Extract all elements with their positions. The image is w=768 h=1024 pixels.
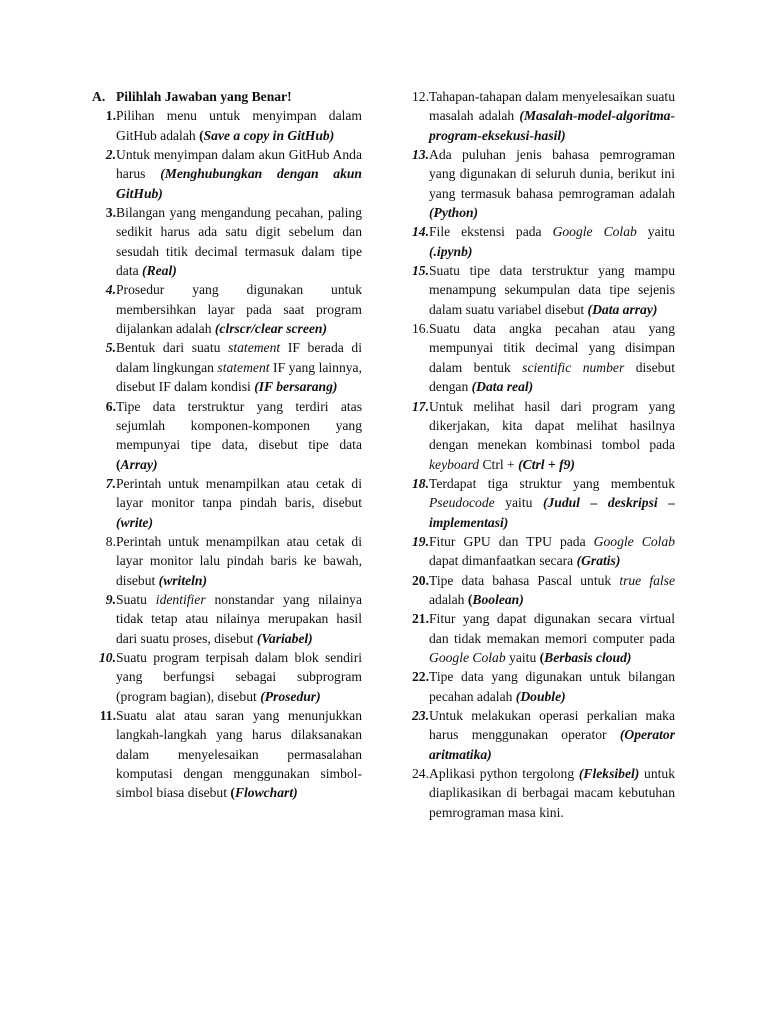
answer-text: (Judul – deskripsi – implementasi) (429, 495, 675, 530)
question-number: 18. (412, 475, 429, 491)
question-segment: true false (619, 572, 675, 588)
question-text (116, 280, 362, 338)
question-number: 17. (412, 398, 429, 414)
question-number: 2. (105, 147, 116, 163)
question-segment: Pseudocode (429, 495, 495, 511)
question-number: 5. (105, 340, 116, 356)
question-segment: nonstandar yang nilainya tidak tetap atau nilainya merupakan hasil dari suatu proses, disebut (116, 591, 362, 646)
question-text (116, 106, 362, 145)
question-item (92, 706, 362, 803)
answer-text: (Double) (515, 688, 566, 704)
question-number: 20. (412, 572, 429, 588)
question-number: 22. (412, 669, 429, 685)
answer-text: (Python) (429, 205, 479, 221)
question-segment: Tipe data bahasa Pascal untuk (429, 572, 620, 588)
answer-text: (Data array) (587, 301, 658, 317)
question-number: 6. (105, 398, 116, 414)
question-text (116, 338, 362, 396)
question-item (92, 106, 362, 145)
question-number: 13. (412, 147, 429, 163)
question-segment: Bilangan yang mengandung pecahan, paling sedikit harus ada satu digit sebelum dan sesudah titik decimal termasuk dalam tipe data (116, 205, 362, 279)
question-item (405, 706, 675, 764)
question-text (116, 590, 362, 648)
answer-text: (.ipynb) (429, 243, 473, 259)
question-item (405, 222, 675, 261)
question-item (405, 87, 675, 145)
question-segment: Suatu tipe data terstruktur yang mampu menampung sekumpulan data tipe sejenis dalam suatu variabel disebut (429, 263, 675, 317)
answer-text: (write) (116, 514, 153, 530)
question-item (405, 764, 675, 822)
right-column (405, 87, 675, 822)
question-segment: adalah (429, 591, 468, 607)
question-text (116, 145, 362, 203)
question-number: 11. (99, 708, 116, 723)
question-segment: yaitu (505, 649, 540, 665)
question-number: 12. (412, 89, 429, 104)
question-segment: untuk diaplikasikan di berbagai macam kebutuhan pemrograman masa kini. (429, 766, 675, 820)
question-item (405, 609, 675, 667)
question-item (92, 203, 362, 280)
question-segment: Perintah untuk menampilkan atau cetak di layar monitor lalu pindah baris ke bawah, disebut (116, 533, 362, 588)
question-text (116, 706, 362, 803)
question-segment: Suatu program terpisah dalam blok sendiri yang berfungsi sebagai subprogram (program bagian), disebut (116, 649, 362, 704)
question-segment: IF berada di dalam lingkungan (116, 340, 363, 375)
question-segment: Bentuk dari suatu (116, 340, 229, 356)
section-letter: A. (92, 89, 106, 104)
question-text (429, 222, 675, 261)
question-segment: identifier (155, 591, 206, 607)
question-segment: dapat dimanfaatkan secara (429, 553, 577, 569)
question-segment: Tipe data yang digunakan untuk bilangan pecahan adalah (429, 669, 675, 704)
question-segment: Suatu data angka pecahan atau yang mempunyai titik decimal yang disimpan dalam bentuk (429, 321, 675, 375)
question-item (92, 474, 362, 532)
question-number: 9. (105, 591, 116, 607)
question-list-right (405, 87, 675, 822)
question-text (429, 609, 675, 667)
question-item (92, 280, 362, 338)
answer-text: ( (116, 456, 121, 472)
question-segment: Aplikasi python tergolong (429, 766, 579, 782)
answer-text: ( (230, 785, 235, 801)
question-text (116, 203, 362, 280)
question-segment: yaitu (494, 495, 543, 511)
question-item (92, 338, 362, 396)
question-segment: Tahapan-tahapan dalam menyelesaikan suatu masalah adalah (429, 89, 675, 124)
question-number: 4. (105, 282, 116, 298)
answer-text: (Data real) (471, 379, 534, 395)
question-item (92, 648, 362, 706)
question-segment: Fitur yang dapat digunakan secara virtual dan tidak memakan memori computer pada (429, 611, 675, 646)
question-item (405, 532, 675, 571)
question-segment: File ekstensi pada (429, 224, 553, 240)
question-segment: Suatu (116, 591, 156, 607)
question-number: 1. (105, 108, 116, 124)
question-text (116, 397, 362, 474)
answer-text: Boolean) (472, 591, 524, 607)
answer-text: (Real) (142, 263, 177, 279)
question-number: 23. (412, 708, 429, 723)
question-text (429, 87, 675, 145)
answer-text: (Masalah-model-algoritma-program-eksekusi-hasil) (429, 108, 675, 143)
question-number: 15. (412, 263, 429, 279)
question-number: 8. (105, 533, 116, 549)
answer-text: ( (199, 127, 204, 143)
question-number: 14. (412, 224, 429, 240)
question-number: 19. (412, 533, 429, 549)
question-segment: Terdapat tiga struktur yang membentuk (429, 475, 675, 491)
question-item (405, 261, 675, 319)
answer-text: ( (467, 591, 473, 607)
question-item (405, 571, 675, 610)
question-segment: Prosedur yang digunakan untuk membersihkan layar pada saat program dijalankan adalah (116, 282, 362, 337)
question-item (92, 145, 362, 203)
answer-text: Berbasis cloud) (544, 649, 632, 665)
question-text (429, 667, 675, 706)
question-segment: yaitu (636, 224, 675, 240)
question-number: 16. (412, 321, 429, 337)
question-number: 3. (105, 205, 116, 221)
question-segment: Pilihan menu untuk menyimpan dalam GitHub adalah (116, 108, 362, 143)
question-item (405, 474, 675, 532)
question-number: 10. (99, 649, 116, 665)
question-text (429, 319, 675, 396)
question-item (405, 667, 675, 706)
question-segment: Untuk melakukan operasi perkalian maka harus menggunakan operator (429, 708, 675, 743)
question-text (116, 474, 362, 532)
answer-text: Flowchart) (234, 785, 298, 801)
question-segment: Google Colab (429, 649, 506, 665)
question-item (405, 397, 675, 474)
question-segment: scientific number (522, 359, 625, 375)
question-segment: Tipe data terstruktur yang terdiri atas sejumlah komponen-komponen yang mempunyai tipe data, disebut tipe data (116, 398, 362, 453)
left-column (92, 87, 362, 803)
question-segment: disebut dengan (429, 359, 675, 395)
question-list-left (92, 106, 362, 802)
question-text (429, 764, 675, 822)
answer-text: ( (539, 649, 545, 665)
answer-text: (Variabel) (256, 630, 313, 646)
section-title: Pilihlah Jawaban yang Benar! (116, 89, 292, 104)
question-item (92, 590, 362, 648)
question-segment: Untuk melihat hasil dari program yang dikerjakan, kita dapat melihat hasilnya dengan menekan kombinasi tombol pada (429, 398, 675, 453)
answer-text: (Gratis) (576, 553, 621, 569)
question-item (92, 397, 362, 474)
question-text (116, 532, 362, 590)
answer-text: Array) (120, 456, 158, 472)
question-segment: statement (217, 359, 270, 375)
answer-text: (IF bersarang) (254, 379, 338, 395)
question-segment: Google Colab (552, 224, 637, 240)
question-number: 24. (412, 766, 429, 782)
answer-text: (writeln) (158, 572, 208, 588)
question-text (429, 397, 675, 474)
question-text (429, 532, 675, 571)
answer-text: (Ctrl + f9) (518, 456, 575, 472)
question-segment: Untuk menyimpan dalam akun GitHub Anda harus (116, 147, 362, 182)
answer-text: (Fleksibel) (578, 766, 640, 782)
question-text (116, 648, 362, 706)
question-segment: Perintah untuk menampilkan atau cetak di layar monitor tanpa pindah baris, disebut (116, 475, 362, 511)
question-segment: Fitur GPU dan TPU pada (429, 533, 594, 549)
question-segment: IF yang lainnya, disebut IF dalam kondisi (116, 359, 362, 395)
question-segment: Google Colab (593, 533, 675, 549)
question-text (429, 474, 675, 532)
section-heading (92, 87, 362, 106)
question-segment: Ada puluhan jenis bahasa pemrograman yang digunakan di seluruh dunia, berikut ini yang termasuk bahasa pemrograman adalah (429, 147, 675, 201)
question-segment: Ctrl + (479, 456, 519, 472)
answer-text: (clrscr/clear screen) (214, 321, 328, 337)
question-text (429, 571, 675, 610)
question-item (405, 145, 675, 222)
answer-text: (Operator aritmatika) (429, 727, 675, 762)
question-text (429, 145, 675, 222)
answer-text: Save a copy in GitHub) (203, 127, 335, 143)
question-segment: Suatu alat atau saran yang menunjukkan langkah-langkah yang harus dilaksanakan dalam menyelesaikan permasalahan komputasi dengan menggunakan simbol-simbol biasa disebut (116, 708, 362, 801)
answer-text: (Menghubungkan dengan akun GitHub) (116, 166, 362, 201)
question-segment: keyboard (429, 456, 480, 472)
question-number: 7. (105, 475, 116, 491)
question-segment: statement (228, 340, 281, 356)
question-item (405, 319, 675, 396)
question-number: 21. (412, 611, 429, 627)
question-text (429, 706, 675, 764)
question-item (92, 532, 362, 590)
answer-text: (Prosedur) (260, 688, 321, 704)
question-text (429, 261, 675, 319)
